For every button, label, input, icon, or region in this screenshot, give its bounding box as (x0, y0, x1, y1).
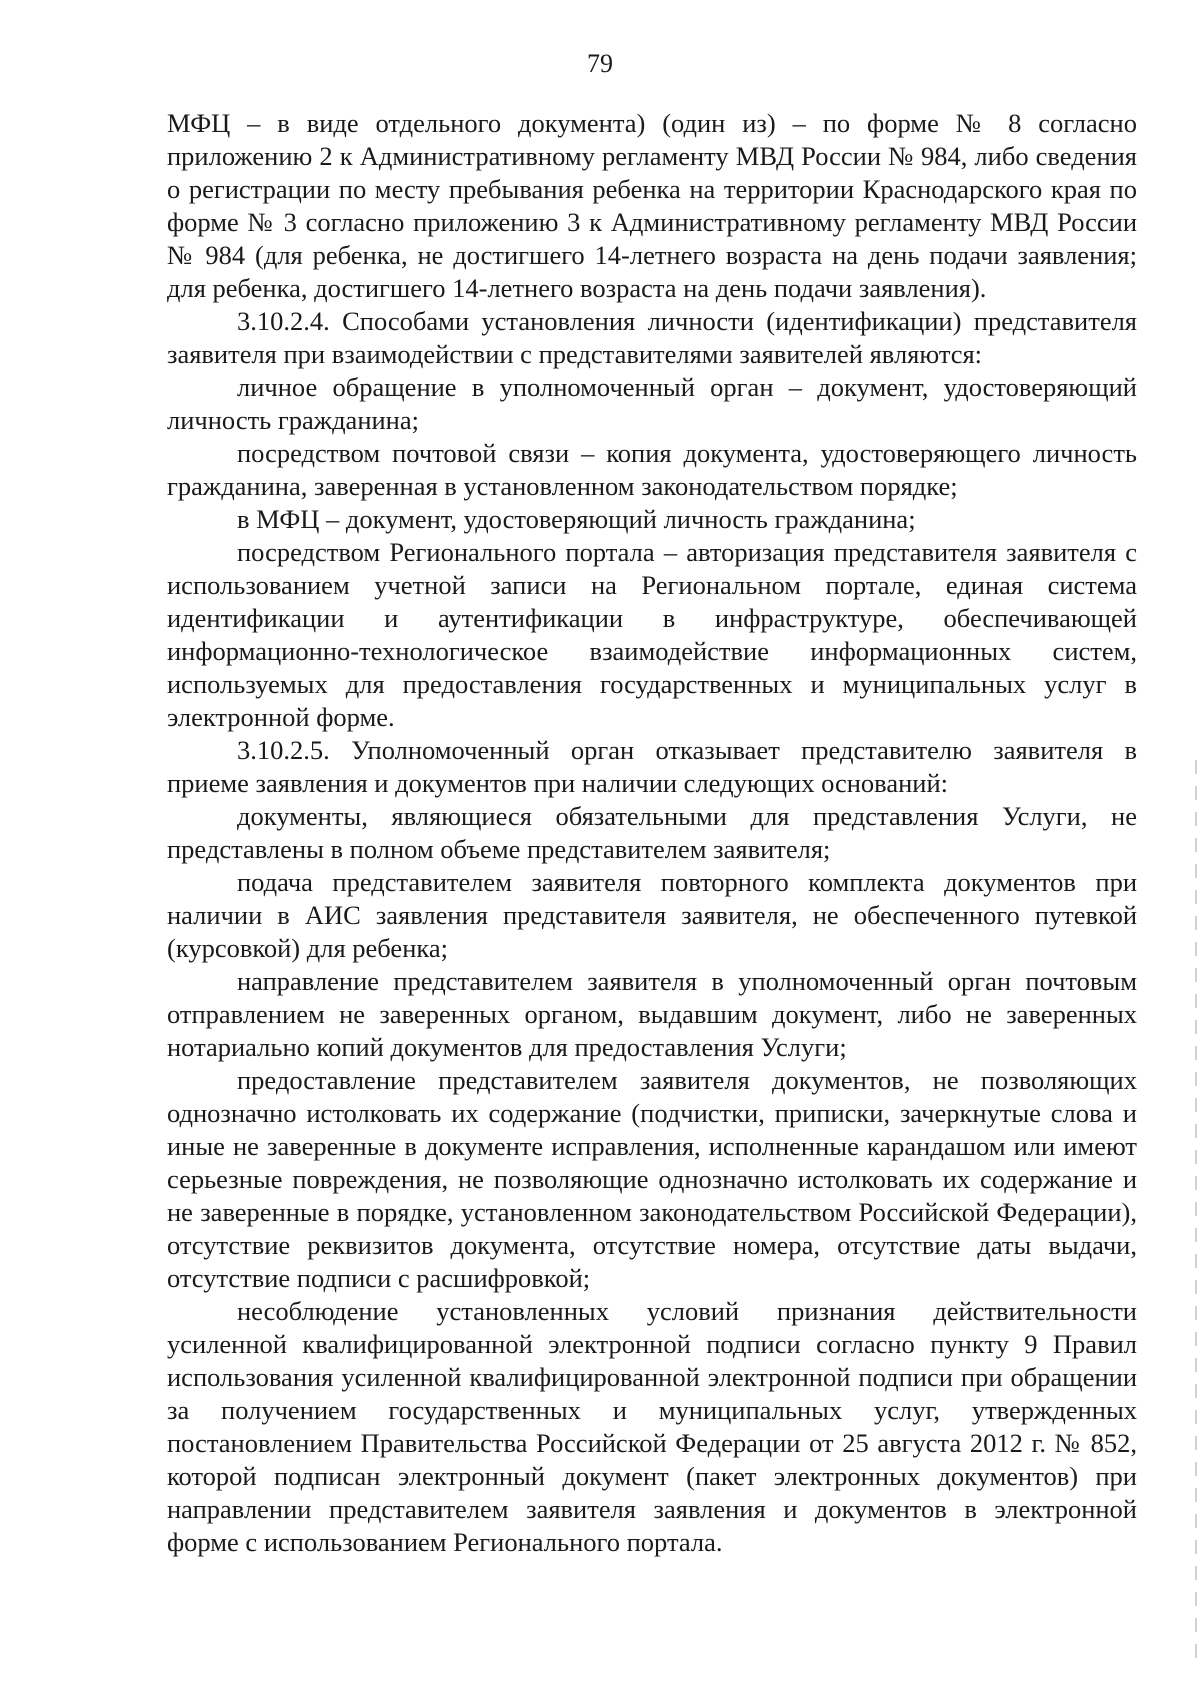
paragraph-3-10-2-5: 3.10.2.5. Уполномоченный орган отказывает представителю заявителя в приеме заявления и документов при наличии следующих оснований: (167, 735, 1137, 798)
paragraph-refusal-unreadable-documents: предоставление представителем заявителя документов, не позволяющих однозначно истолковать их содержание (подчистки, приписки, зачеркнутые слова и иные не заверенные в документе исправления, исполненные карандашом или имеют серьезные повреждения, не позволяющие однозначно истолковать их содержание и не заверенные в порядке, установленном законодательством Российской Федерации), отсутствие реквизитов документа, отсутствие номера, отсутствие даты выдачи, отсутствие подписи с расшифровкой; (167, 1065, 1137, 1293)
paragraph-refusal-uncertified-copies: направление представителем заявителя в уполномоченный орган почтовым отправлением не заверенных органом, выдавшим документ, либо не заверенных нотариально копий документов для предоставления Услуги; (167, 966, 1137, 1062)
paragraph-identification-by-post: посредством почтовой связи – копия документа, удостоверяющего личность гражданина, заверенная в установленном законодательством порядке; (167, 438, 1137, 501)
paragraph-identification-in-person: личное обращение в уполномоченный орган – документ, удостоверяющий личность гражданина; (167, 372, 1137, 435)
page-number: 79 (587, 49, 613, 78)
paragraph-3-10-2-4: 3.10.2.4. Способами установления личности (идентификации) представителя заявителя при взаимодействии с представителями заявителей являются: (167, 306, 1137, 369)
paragraph-refusal-incomplete: документы, являющиеся обязательными для представления Услуги, не представлены в полном объеме представителем заявителя; (167, 801, 1137, 864)
paragraph-continuation: МФЦ – в виде отдельного документа) (один из) – по форме № 8 согласно приложению 2 к Административному регламенту МВД России № 984, либо сведения о регистрации по месту пребывания ребенка на территории Краснодарского края по форме № 3 согласно приложению 3 к Административному регламенту МВД России № 984 (для ребенка, не достигшего 14-летнего возраста на день подачи заявления; для ребенка, достигшего 14-летнего возраста на день подачи заявления). (167, 108, 1137, 303)
paragraph-refusal-signature: несоблюдение установленных условий признания действительности усиленной квалифицированной электронной подписи согласно пункту 9 Правил использования усиленной квалифицированной электронной подписи при обращении за получением государственных и муниципальных услуг, утвержденных постановлением Правительства Российской Федерации от 25 августа 2012 г. № 852, которой подписан электронный документ (пакет электронных документов) при направлении представителем заявителя заявления и документов в электронной форме с использованием Регионального портала. (167, 1296, 1137, 1557)
paragraph-identification-mfc: в МФЦ – документ, удостоверяющий личность гражданина; (237, 504, 916, 534)
scan-edge-mark (1195, 760, 1197, 1660)
paragraph-identification-portal: посредством Регионального портала – авторизация представителя заявителя с использованием учетной записи на Региональном портале, единая система идентификации и аутентификации в инфраструктуре, обеспечивающей информационно-технологическое взаимодействие информационных систем, используемых для предоставления государственных и муниципальных услуг в электронной форме. (167, 537, 1137, 732)
paragraph-refusal-duplicate: подача представителем заявителя повторного комплекта документов при наличии в АИС заявления представителя заявителя, не обеспеченного путевкой (курсовкой) для ребенка; (167, 867, 1137, 963)
document-body (167, 107, 1137, 1559)
